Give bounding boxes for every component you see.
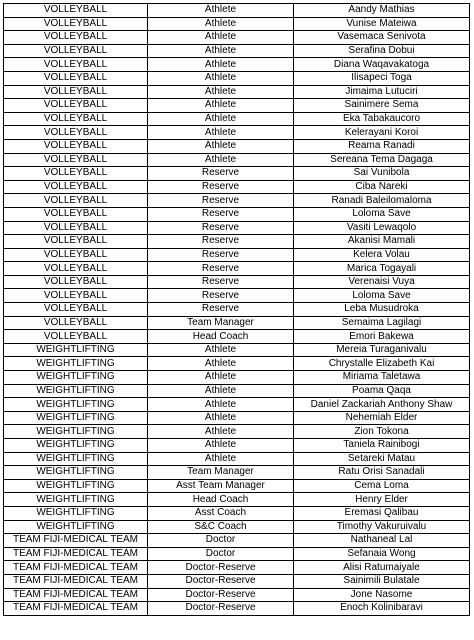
table-row <box>4 547 470 561</box>
role-cell: Asst Coach <box>148 506 294 520</box>
name-cell: Verenaisi Vuya <box>294 275 470 289</box>
name-cell: Nathaneal Lal <box>294 534 470 548</box>
name-cell: Vasemaca Senivota <box>294 31 470 45</box>
name-cell: Mereia Turaganivalu <box>294 343 470 357</box>
sport-cell: WEIGHTLIFTING <box>4 506 148 520</box>
sport-cell: VOLLEYBALL <box>4 330 148 344</box>
role-cell: Head Coach <box>148 493 294 507</box>
role-cell: Reserve <box>148 275 294 289</box>
name-cell: Ranadi Baleilomaloma <box>294 194 470 208</box>
name-cell: Ilisapeci Toga <box>294 71 470 85</box>
name-cell: Alisi Ratumaiyale <box>294 561 470 575</box>
role-cell: Reserve <box>148 207 294 221</box>
table-row <box>4 221 470 235</box>
sport-cell: VOLLEYBALL <box>4 221 148 235</box>
table-row <box>4 112 470 126</box>
name-cell: Daniel Zackariah Anthony Shaw <box>294 398 470 412</box>
sport-cell: VOLLEYBALL <box>4 112 148 126</box>
sport-cell: VOLLEYBALL <box>4 139 148 153</box>
sport-cell: VOLLEYBALL <box>4 289 148 303</box>
name-cell: Zion Tokona <box>294 425 470 439</box>
table-row <box>4 357 470 371</box>
name-cell: Diana Waqavakatoga <box>294 58 470 72</box>
sport-cell: WEIGHTLIFTING <box>4 411 148 425</box>
role-cell: Head Coach <box>148 330 294 344</box>
table-row <box>4 466 470 480</box>
table-row <box>4 194 470 208</box>
role-cell: Reserve <box>148 289 294 303</box>
name-cell: Vasiti Lewaqolo <box>294 221 470 235</box>
name-cell: Emori Bakewa <box>294 330 470 344</box>
role-cell: Doctor-Reserve <box>148 602 294 616</box>
sport-cell: WEIGHTLIFTING <box>4 371 148 385</box>
table-row <box>4 343 470 357</box>
role-cell: Reserve <box>148 303 294 317</box>
role-cell: Reserve <box>148 262 294 276</box>
sport-cell: VOLLEYBALL <box>4 17 148 31</box>
table-row <box>4 85 470 99</box>
role-cell: Athlete <box>148 85 294 99</box>
name-cell: Akanisi Mamali <box>294 235 470 249</box>
table-row <box>4 235 470 249</box>
sport-cell: WEIGHTLIFTING <box>4 452 148 466</box>
name-cell: Leba Musudroka <box>294 303 470 317</box>
sport-cell: TEAM FIJI-MEDICAL TEAM <box>4 561 148 575</box>
role-cell: Asst Team Manager <box>148 479 294 493</box>
sport-cell: VOLLEYBALL <box>4 126 148 140</box>
table-row <box>4 588 470 602</box>
name-cell: Henry Elder <box>294 493 470 507</box>
name-cell: Jimaima Lutuciri <box>294 85 470 99</box>
sport-cell: TEAM FIJI-MEDICAL TEAM <box>4 588 148 602</box>
sport-cell: VOLLEYBALL <box>4 31 148 45</box>
name-cell: Kelera Volau <box>294 248 470 262</box>
table-row <box>4 126 470 140</box>
role-cell: Doctor <box>148 547 294 561</box>
role-cell: Doctor <box>148 534 294 548</box>
table-row <box>4 411 470 425</box>
sport-cell: WEIGHTLIFTING <box>4 466 148 480</box>
role-cell: Athlete <box>148 439 294 453</box>
name-cell: Serafina Dobui <box>294 44 470 58</box>
table-row <box>4 262 470 276</box>
table-row <box>4 58 470 72</box>
sport-cell: VOLLEYBALL <box>4 153 148 167</box>
sport-cell: VOLLEYBALL <box>4 167 148 181</box>
name-cell: Ciba Nareki <box>294 180 470 194</box>
name-cell: Loloma Save <box>294 289 470 303</box>
name-cell: Sefanaia Wong <box>294 547 470 561</box>
sport-cell: VOLLEYBALL <box>4 4 148 18</box>
role-cell: Athlete <box>148 58 294 72</box>
table-row <box>4 371 470 385</box>
sport-cell: WEIGHTLIFTING <box>4 425 148 439</box>
sport-cell: WEIGHTLIFTING <box>4 384 148 398</box>
name-cell: Timothy Vakuruivalu <box>294 520 470 534</box>
table-row <box>4 167 470 181</box>
name-cell: Chrystalle Elizabeth Kai <box>294 357 470 371</box>
role-cell: Reserve <box>148 180 294 194</box>
name-cell: Enoch Kolinibaravi <box>294 602 470 616</box>
role-cell: Athlete <box>148 153 294 167</box>
role-cell: Athlete <box>148 425 294 439</box>
table-row <box>4 520 470 534</box>
name-cell: Sereana Tema Dagaga <box>294 153 470 167</box>
sport-cell: TEAM FIJI-MEDICAL TEAM <box>4 547 148 561</box>
role-cell: Reserve <box>148 167 294 181</box>
sport-cell: TEAM FIJI-MEDICAL TEAM <box>4 602 148 616</box>
team-roster-table <box>3 3 470 616</box>
name-cell: Ratu Orisi Sanadali <box>294 466 470 480</box>
role-cell: Athlete <box>148 384 294 398</box>
sport-cell: VOLLEYBALL <box>4 303 148 317</box>
sport-cell: VOLLEYBALL <box>4 262 148 276</box>
sport-cell: VOLLEYBALL <box>4 58 148 72</box>
sport-cell: VOLLEYBALL <box>4 85 148 99</box>
table-row <box>4 398 470 412</box>
sport-cell: TEAM FIJI-MEDICAL TEAM <box>4 534 148 548</box>
team-roster-body <box>4 4 470 616</box>
name-cell: Miriama Taletawa <box>294 371 470 385</box>
sport-cell: WEIGHTLIFTING <box>4 357 148 371</box>
role-cell: Athlete <box>148 112 294 126</box>
name-cell: Semaima Lagilagi <box>294 316 470 330</box>
table-row <box>4 44 470 58</box>
table-row <box>4 330 470 344</box>
role-cell: Athlete <box>148 126 294 140</box>
table-row <box>4 534 470 548</box>
table-row <box>4 316 470 330</box>
role-cell: Athlete <box>148 452 294 466</box>
role-cell: Team Manager <box>148 466 294 480</box>
name-cell: Setareki Matau <box>294 452 470 466</box>
table-row <box>4 207 470 221</box>
name-cell: Aandy Mathias <box>294 4 470 18</box>
role-cell: Athlete <box>148 44 294 58</box>
table-row <box>4 384 470 398</box>
sport-cell: WEIGHTLIFTING <box>4 520 148 534</box>
table-row <box>4 4 470 18</box>
name-cell: Poama Qaqa <box>294 384 470 398</box>
role-cell: Team Manager <box>148 316 294 330</box>
sport-cell: VOLLEYBALL <box>4 71 148 85</box>
role-cell: Athlete <box>148 357 294 371</box>
sport-cell: VOLLEYBALL <box>4 248 148 262</box>
name-cell: Eka Tabakaucoro <box>294 112 470 126</box>
name-cell: Nehemiah Elder <box>294 411 470 425</box>
role-cell: Athlete <box>148 71 294 85</box>
role-cell: Reserve <box>148 248 294 262</box>
name-cell: Reama Ranadi <box>294 139 470 153</box>
name-cell: Vunise Mateiwa <box>294 17 470 31</box>
table-row <box>4 31 470 45</box>
name-cell: Sainimere Sema <box>294 99 470 113</box>
name-cell: Marica Togayali <box>294 262 470 276</box>
role-cell: Athlete <box>148 411 294 425</box>
sport-cell: VOLLEYBALL <box>4 275 148 289</box>
name-cell: Jone Nasome <box>294 588 470 602</box>
role-cell: Doctor-Reserve <box>148 574 294 588</box>
table-row <box>4 574 470 588</box>
sport-cell: VOLLEYBALL <box>4 194 148 208</box>
sport-cell: VOLLEYBALL <box>4 316 148 330</box>
table-row <box>4 99 470 113</box>
role-cell: Athlete <box>148 371 294 385</box>
table-row <box>4 452 470 466</box>
name-cell: Sainimili Bulatale <box>294 574 470 588</box>
role-cell: Athlete <box>148 139 294 153</box>
table-row <box>4 180 470 194</box>
role-cell: Reserve <box>148 235 294 249</box>
name-cell: Taniela Rainibogi <box>294 439 470 453</box>
table-row <box>4 71 470 85</box>
role-cell: Athlete <box>148 343 294 357</box>
sport-cell: WEIGHTLIFTING <box>4 398 148 412</box>
role-cell: Athlete <box>148 4 294 18</box>
role-cell: Athlete <box>148 17 294 31</box>
table-row <box>4 493 470 507</box>
role-cell: Athlete <box>148 99 294 113</box>
table-row <box>4 275 470 289</box>
table-row <box>4 506 470 520</box>
table-row <box>4 602 470 616</box>
role-cell: S&C Coach <box>148 520 294 534</box>
table-row <box>4 561 470 575</box>
table-row <box>4 479 470 493</box>
role-cell: Reserve <box>148 221 294 235</box>
role-cell: Doctor-Reserve <box>148 588 294 602</box>
sport-cell: TEAM FIJI-MEDICAL TEAM <box>4 574 148 588</box>
sport-cell: VOLLEYBALL <box>4 180 148 194</box>
table-row <box>4 17 470 31</box>
sport-cell: VOLLEYBALL <box>4 207 148 221</box>
sport-cell: WEIGHTLIFTING <box>4 479 148 493</box>
role-cell: Athlete <box>148 31 294 45</box>
name-cell: Cema Loma <box>294 479 470 493</box>
sport-cell: VOLLEYBALL <box>4 235 148 249</box>
sport-cell: WEIGHTLIFTING <box>4 343 148 357</box>
name-cell: Eremasi Qalibau <box>294 506 470 520</box>
table-row <box>4 439 470 453</box>
role-cell: Athlete <box>148 398 294 412</box>
name-cell: Loloma Save <box>294 207 470 221</box>
table-row <box>4 303 470 317</box>
sport-cell: WEIGHTLIFTING <box>4 439 148 453</box>
table-row <box>4 248 470 262</box>
role-cell: Reserve <box>148 194 294 208</box>
name-cell: Sai Vunibola <box>294 167 470 181</box>
sport-cell: VOLLEYBALL <box>4 99 148 113</box>
table-row <box>4 425 470 439</box>
name-cell: Kelerayani Koroi <box>294 126 470 140</box>
table-row <box>4 139 470 153</box>
table-row <box>4 153 470 167</box>
sport-cell: VOLLEYBALL <box>4 44 148 58</box>
sport-cell: WEIGHTLIFTING <box>4 493 148 507</box>
table-row <box>4 289 470 303</box>
role-cell: Doctor-Reserve <box>148 561 294 575</box>
